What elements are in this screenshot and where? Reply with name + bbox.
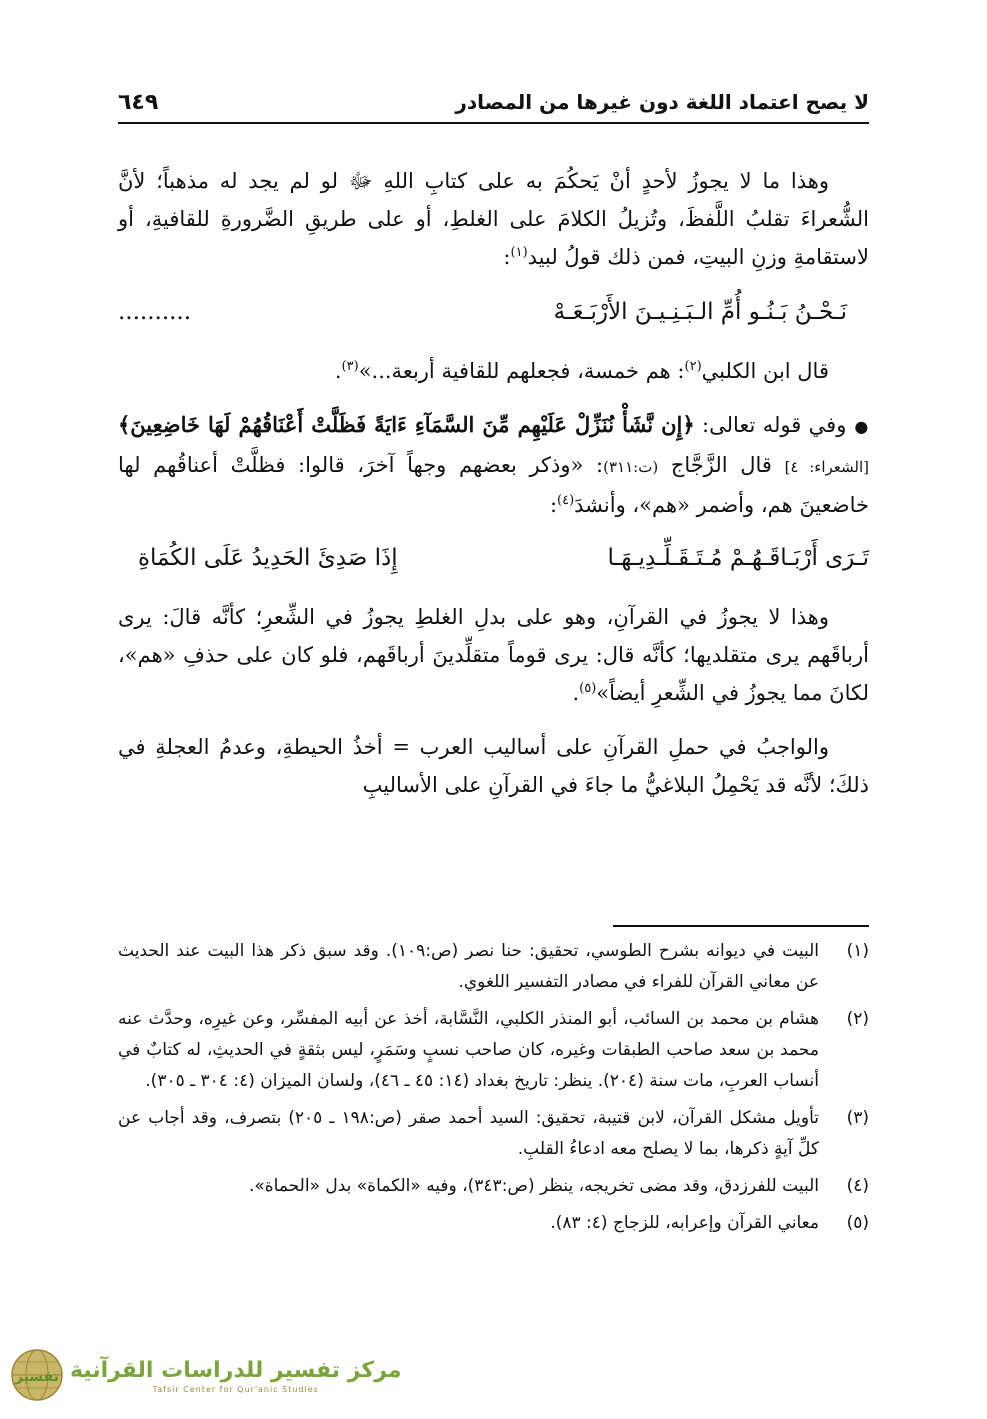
paragraph-2 (118, 352, 869, 390)
globe-emblem-icon (10, 1348, 64, 1402)
paragraph-3-tail: : (549, 493, 558, 517)
paragraph-2-a: قال ابن الكلبي (701, 359, 829, 383)
footnote-ref-4[interactable]: (٤) (557, 493, 575, 508)
page-header (118, 82, 869, 124)
logo-english: Tafsir Center for Qur'anic Studies (152, 1384, 319, 1394)
footnote-ref-1[interactable]: (١) (510, 245, 528, 260)
footnote-text: البيت للفرزدق، وقد مضى تخريجه، ينظر (ص:٣٤٣)، وفيه «الكماة» بدل «الحماة». (248, 1176, 819, 1196)
footnote-text: تأويل مشكل القرآن، لابن قتيبة، تحقيق: السيد أحمد صقر (ص:١٩٨ ـ ٢٠٥) بتصرف، وقد أجاب عن كلِّ آيةٍ ذكرها، بما لا يصلح معه ادعاءُ القلبِ. (118, 1108, 819, 1159)
quran-verse: ﴿إِن نَّشَأْ نُنَزِّلْ عَلَيْهِم مِّنَ السَّمَآءِ ءَايَةً فَظَلَّتْ أَعْنَاقُهُمْ لَهَا خَاضِعِينَ﴾ (118, 412, 695, 437)
surah-reference: [الشعراء: ٤] (784, 458, 869, 476)
paragraph-2-tail: . (334, 359, 342, 383)
paragraph-4 (118, 598, 869, 712)
logo-text (70, 1357, 402, 1394)
paragraph-3-rest: : «وذكر بعضهم وجهاً آخرَ، قالوا: فظلَّتْ أعناقُهم لها خاضعينَ هم، وأضمر «هم»، وأنشدَ (118, 453, 869, 517)
footnote-4 (118, 1171, 869, 1202)
paragraph-4-text: وهذا لا يجوزُ في القرآنِ، وهو على بدلِ الغلطِ يجوزُ في الشِّعرِ؛ كأنَّه قالَ: يرى أرباقَهم يرى متقلديها؛ كأنَّه قال: يرى قوماً متقلِّدينَ أرباقَهم، فلو كان على حذفِ «هم»، لكانَ مما يجوزُ في الشِّعرِ أيضاً» (118, 605, 869, 705)
footnote-ref-2[interactable]: (٢) (684, 359, 702, 374)
footnote-5 (118, 1208, 869, 1239)
footnote-separator (613, 925, 869, 927)
emblem-word: تفسير (14, 1369, 60, 1385)
footnote-number: (٣) (846, 1108, 869, 1128)
footnote-2 (118, 1004, 869, 1097)
verse-labid (118, 292, 869, 332)
footnote-text: هشام بن محمد بن السائب، أبو المنذر الكلبي، النَّسَّابة، أخذ عن أبيه المفسِّر، وعن غيرِه، وحدَّث عنه محمد بن سعد صاحب الطبقات وغيره، كان صاحب نسبٍ وسَمَرٍ، ليس بثقةٍ في الحديثِ، له كتابٌ في أنساب العربِ، مات سنة (٢٠٤). ينظر: تاريخ بغداد (١٤: ٤٥ ـ ٤٦)، ولسان الميزان (٤: ٣٠٤ ـ ٣٠٥). (118, 1009, 819, 1091)
main-text (118, 162, 869, 820)
footnote-text: البيت في ديوانه بشرح الطوسي، تحقيق: حنا نصر (ص:١٠٩). وقد سبق ذكر هذا البيت عند الحديث عن معاني القرآن للفراء في مصادر التفسير اللغوي. (118, 941, 819, 992)
tafsir-center-logo (10, 1344, 402, 1406)
paragraph-3-mid: قال الزَّجَّاج (658, 453, 785, 477)
logo-arabic: مركز تفسير للدراسات القرآنية (70, 1357, 402, 1383)
paragraph-5 (118, 728, 869, 804)
verse-2-first-hemistich: تَـرَى أَرْبَـاقَـهُـمْ مُـتَـقَـلِّـدِيـهَـا (607, 545, 869, 571)
footnote-1 (118, 936, 869, 998)
footnote-number: (٢) (846, 1009, 869, 1029)
verse-2-second-hemistich: إِذَا صَدِئَ الحَدِيدُ عَلَى الكُمَاةِ (138, 545, 398, 571)
footnote-number: (١) (846, 941, 869, 961)
running-title: لا يصح اعتماد اللغة دون غيرها من المصادر (455, 90, 869, 114)
footnote-text: معاني القرآن وإعرابه، للزجاج (٤: ٨٣). (550, 1213, 819, 1233)
paragraph-3-lead: وفي قوله تعالى: (694, 413, 847, 437)
footnote-number: (٥) (846, 1213, 869, 1233)
paragraph-3 (118, 406, 869, 524)
paragraph-5-text: والواجبُ في حملِ القرآنِ على أساليب العرب = أخذُ الحيطةِ، وعدمُ العجلةِ في ذلكَ؛ لأنَّه قد يَحْمِلُ البلاغيُّ ما جاءَ في القرآنِ على الأساليبِ (118, 735, 869, 797)
verse-1-second-hemistich: .......... (118, 299, 192, 325)
footnote-3 (118, 1103, 869, 1165)
verse-farazdaq (118, 538, 869, 578)
paragraph-1-tail: : (503, 245, 511, 269)
paragraph-2-b: : هم خمسة، فجعلهم للقافية أربعة...» (358, 359, 685, 383)
paragraph-1 (118, 162, 869, 276)
page-number: ٦٤٩ (118, 89, 159, 115)
footnotes (118, 936, 869, 1245)
footnote-ref-5[interactable]: (٥) (579, 681, 597, 696)
footnote-number: (٤) (846, 1176, 869, 1196)
paragraph-1-text: وهذا ما لا يجوزُ لأحدٍ أنْ يَحكُمَ به على كتابِ اللهِ ﷻ لو لم يجد له مذهباً؛ لأنَّ الشُّعراءَ تقلبُ اللَّفظَ، وتُزيلُ الكلامَ على الغلطِ، أو على طريقِ الضَّرورةِ للقافيةِ، أو لاستقامةِ وزنِ البيتِ، فمن ذلك قولُ لبيد (118, 169, 869, 269)
paragraph-4-tail: . (572, 681, 580, 705)
verse-1-first-hemistich: نَـحْـنُ بَـنُـو أُمِّ الـبَـنِـيـنَ الأَرْبَـعَـهْ (553, 299, 847, 325)
bullet-icon: ● (854, 417, 870, 436)
footnote-ref-3[interactable]: (٣) (341, 359, 359, 374)
death-date: (ت:٣١١) (603, 458, 659, 476)
